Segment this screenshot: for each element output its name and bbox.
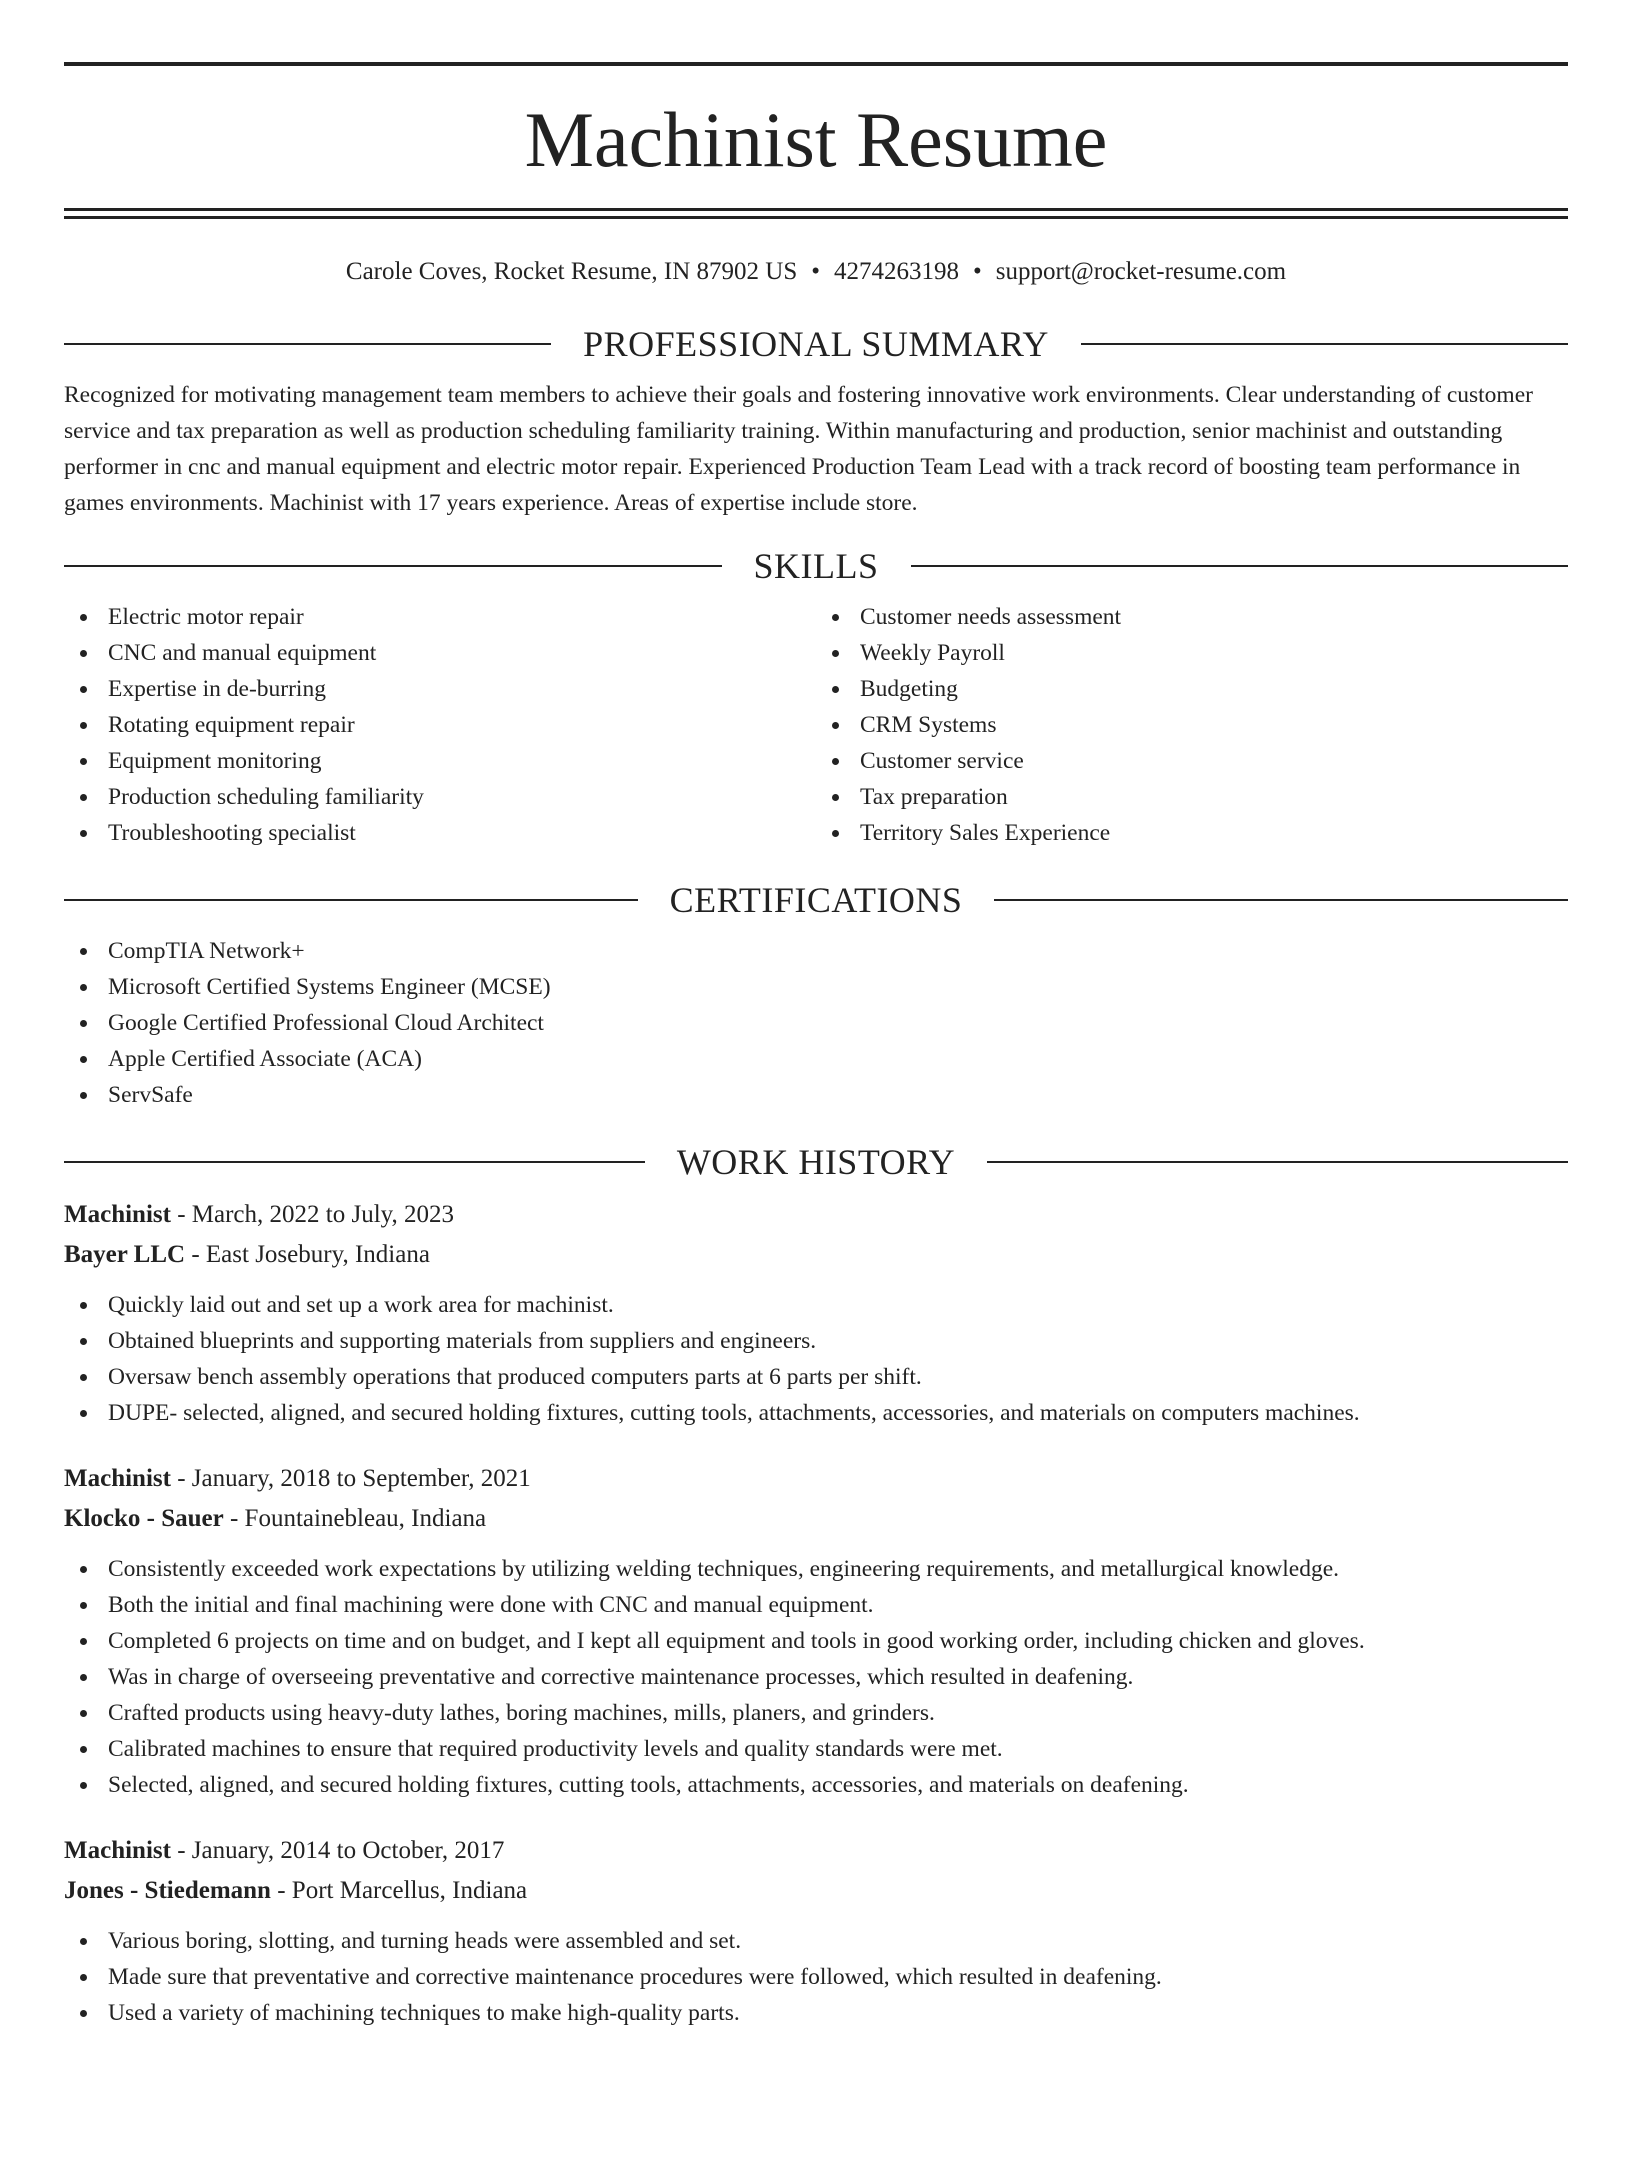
job-bullet: Both the initial and final machining were done with CNC and manual equipment.: [64, 1587, 1568, 1623]
skills-section-header: [64, 545, 1568, 587]
certifications-heading: CERTIFICATIONS: [669, 879, 963, 920]
job-dash: -: [270, 1876, 292, 1904]
job-bullet: Was in charge of overseeing preventative and corrective maintenance processes, which resulted in deafening.: [64, 1659, 1568, 1695]
skill-item: Customer needs assessment: [816, 599, 1568, 635]
job-dates: January, 2018 to September, 2021: [191, 1464, 531, 1492]
section-rule: [911, 565, 1569, 567]
job-dash: -: [170, 1836, 192, 1864]
summary-text: Recognized for motivating management team members to achieve their goals and fostering innovative work environments. Clear understanding of customer service and tax preparation as well as production scheduling familiarity training. Within manufacturing and production, senior machinist and outstanding performer in cnc and manual equipment and electric motor repair. Experienced Production Team Lead with a track record of boosting team performance in games environments. Machinist with 17 years experience. Areas of expertise include store.: [64, 382, 1533, 516]
certification-item: Google Certified Professional Cloud Architect: [64, 1005, 1568, 1041]
contact-line: [64, 257, 1568, 287]
job-bullet: Calibrated machines to ensure that required productivity levels and quality standards were met.: [64, 1731, 1568, 1767]
job-company: Bayer LLC: [64, 1240, 186, 1268]
job-bullet: Selected, aligned, and secured holding fixtures, cutting tools, attachments, accessories, and materials on deafening.: [64, 1767, 1568, 1803]
section-rule: [64, 899, 638, 901]
job-entry: [64, 1195, 1568, 1431]
contact-separator: •: [973, 258, 982, 285]
skill-item: Weekly Payroll: [816, 635, 1568, 671]
job-dash: -: [170, 1464, 192, 1492]
job-bullets: [64, 1551, 1568, 1803]
certifications-list: [64, 933, 1568, 1113]
job-bullets: [64, 1287, 1568, 1431]
job-dash: -: [170, 1200, 192, 1228]
skill-item: Rotating equipment repair: [64, 707, 816, 743]
skill-item: CNC and manual equipment: [64, 635, 816, 671]
job-bullet: Quickly laid out and set up a work area for machinist.: [64, 1287, 1568, 1323]
job-location: Fountainebleau, Indiana: [244, 1504, 487, 1532]
job-bullet: DUPE- selected, aligned, and secured holding fixtures, cutting tools, attachments, accessories, and materials on computers machines.: [64, 1395, 1568, 1431]
summary-heading: PROFESSIONAL SUMMARY: [583, 324, 1049, 364]
section-rule: [994, 899, 1568, 901]
job-dates: March, 2022 to July, 2023: [191, 1200, 455, 1228]
title-double-divider: [64, 208, 1568, 219]
certification-item: ServSafe: [64, 1077, 1568, 1113]
certification-item: Microsoft Certified Systems Engineer (MCSE): [64, 969, 1568, 1005]
top-divider: [64, 62, 1568, 66]
job-entry: [64, 1831, 1568, 2031]
contact-address: Carole Coves, Rocket Resume, IN 87902 US: [345, 258, 798, 285]
skills-list-left: [64, 599, 816, 851]
job-bullet: Obtained blueprints and supporting materials from suppliers and engineers.: [64, 1323, 1568, 1359]
job-company: Jones - Stiedemann: [64, 1876, 271, 1904]
section-rule: [64, 565, 722, 567]
job-bullet: Used a variety of machining techniques to make high-quality parts.: [64, 1995, 1568, 2031]
job-title-line: [64, 1459, 1568, 1499]
section-rule: [64, 1161, 645, 1163]
job-bullet: Consistently exceeded work expectations by utilizing welding techniques, engineering requirements, and metallurgical knowledge.: [64, 1551, 1568, 1587]
contact-separator: •: [811, 258, 821, 285]
job-bullet: Various boring, slotting, and turning heads were assembled and set.: [64, 1923, 1568, 1959]
skills-list-right: [816, 599, 1568, 851]
section-rule: [987, 1161, 1568, 1163]
job-title-line: [64, 1195, 1568, 1235]
summary-section-header: [64, 323, 1568, 365]
job-bullets: [64, 1923, 1568, 2031]
certifications-section-header: [64, 879, 1568, 921]
skill-item: Electric motor repair: [64, 599, 816, 635]
job-dash: -: [185, 1240, 206, 1268]
job-title: Machinist: [64, 1200, 171, 1228]
job-entry: [64, 1459, 1568, 1803]
job-bullet: Made sure that preventative and corrective maintenance procedures were followed, which resulted in deafening.: [64, 1959, 1568, 1995]
section-rule: [64, 343, 551, 345]
skill-item: Troubleshooting specialist: [64, 815, 816, 851]
page-title: Machinist Resume: [524, 96, 1108, 183]
job-title-line: [64, 1831, 1568, 1871]
work-heading: WORK HISTORY: [676, 1141, 956, 1182]
contact-phone: 4274263198: [834, 258, 960, 285]
work-history: [64, 1195, 1568, 2031]
resume-page: [0, 62, 1632, 2174]
skill-item: CRM Systems: [816, 707, 1568, 743]
skills-columns: [64, 599, 1568, 851]
skill-item: Production scheduling familiarity: [64, 779, 816, 815]
skills-heading: SKILLS: [753, 545, 879, 586]
job-company-line: [64, 1871, 1568, 1911]
certification-item: CompTIA Network+: [64, 933, 1568, 969]
skill-item: Territory Sales Experience: [816, 815, 1568, 851]
certification-item: Apple Certified Associate (ACA): [64, 1041, 1568, 1077]
job-location: Port Marcellus, Indiana: [291, 1876, 528, 1904]
job-company-line: [64, 1499, 1568, 1539]
section-rule: [1081, 343, 1568, 345]
skill-item: Customer service: [816, 743, 1568, 779]
job-dash: -: [223, 1504, 245, 1532]
job-location: East Josebury, Indiana: [205, 1240, 430, 1268]
skill-item: Tax preparation: [816, 779, 1568, 815]
job-company-line: [64, 1235, 1568, 1275]
job-title: Machinist: [64, 1464, 171, 1492]
skill-item: Equipment monitoring: [64, 743, 816, 779]
skill-item: Budgeting: [816, 671, 1568, 707]
job-company: Klocko - Sauer: [64, 1504, 224, 1532]
contact-email: support@rocket-resume.com: [995, 258, 1287, 285]
job-bullet: Crafted products using heavy-duty lathes, boring machines, mills, planers, and grinders.: [64, 1695, 1568, 1731]
job-bullet: Completed 6 projects on time and on budget, and I kept all equipment and tools in good working order, including chicken and gloves.: [64, 1623, 1568, 1659]
job-title: Machinist: [64, 1836, 171, 1864]
work-section-header: [64, 1141, 1568, 1183]
skill-item: Expertise in de-burring: [64, 671, 816, 707]
job-bullet: Oversaw bench assembly operations that produced computers parts at 6 parts per shift.: [64, 1359, 1568, 1395]
job-dates: January, 2014 to October, 2017: [191, 1836, 505, 1864]
